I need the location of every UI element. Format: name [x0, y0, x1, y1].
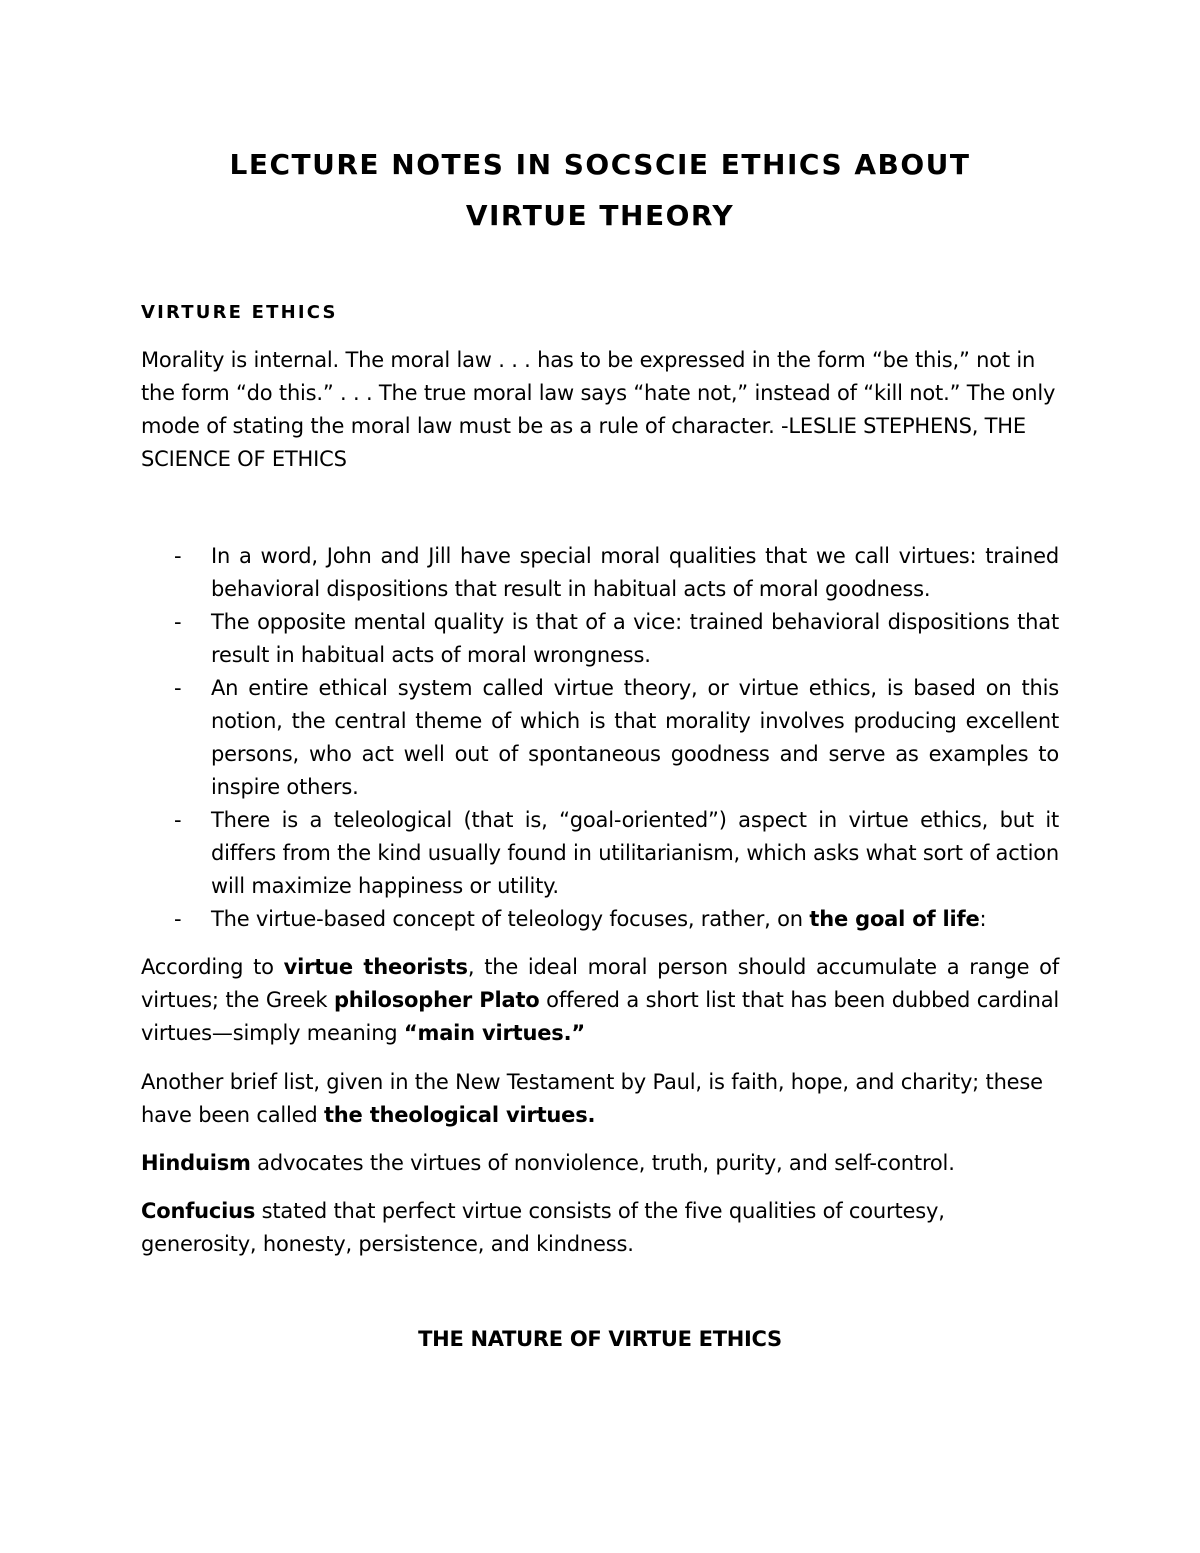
quote-paragraph: Morality is internal. The moral law . . . has to be expressed in the form “be this,” not in the form “do this.” . . . The true moral law says “hate not,” instead of “kill not.” The only mode of stating the moral law must be as a rule of character. -LESLIE STEPHENS, THE SCIENCE OF ETHICS: [141, 348, 1056, 471]
bullet-item: [141, 804, 1059, 903]
bold-term: Hinduism: [141, 1151, 251, 1175]
bullet-text: An entire ethical system called virtue theory, or virtue ethics, is based on this notion, the central theme of which is that morality involves producing excellent persons, who act well out of spontaneous goodness and serve as examples to inspire others.: [211, 676, 1059, 799]
document-title-line-1: LECTURE NOTES IN SOCSCIE ETHICS ABOUT: [229, 148, 971, 181]
bold-term: virtue theorists: [283, 955, 468, 979]
bullet-dash: -: [174, 676, 182, 700]
text-run: advocates the virtues of nonviolence, truth, purity, and self-control.: [250, 1151, 955, 1175]
document-title-line-2: VIRTUE THEORY: [465, 199, 735, 232]
bold-term: “main virtues.”: [403, 1021, 585, 1045]
text-run: , the ideal moral person should accumulate a range of virtues; the Greek: [141, 955, 1060, 1012]
paragraph-confucius: [141, 1195, 1059, 1261]
bold-term: the theological virtues.: [323, 1103, 596, 1127]
bullet-text: There is a teleological (that is, “goal-oriented”) aspect in virtue ethics, but it differs from the kind usually found in utilitarianism, which asks what sort of action will maximize happiness or utility.: [211, 808, 1059, 898]
subheading-nature-of-virtue-ethics: THE NATURE OF VIRTUE ETHICS: [418, 1327, 782, 1351]
paragraph-virtue-theorists: [141, 951, 1059, 1050]
bullet-text-end: :: [979, 907, 987, 931]
text-run: Another brief list, given in the New Testament by Paul, is faith, hope, and charity; these have been called: [141, 1070, 1043, 1127]
bullet-item: [141, 540, 1059, 606]
bold-term: philosopher Plato: [333, 988, 540, 1012]
bullet-text: The opposite mental quality is that of a vice: trained behavioral dispositions that result in habitual acts of moral wrongness.: [211, 610, 1059, 667]
bullet-item: [141, 672, 1059, 804]
bullet-dash: -: [174, 808, 182, 832]
bullet-text: The virtue-based concept of teleology focuses, rather, on: [211, 907, 810, 931]
bullet-item: [141, 606, 1059, 672]
bullet-text: In a word, John and Jill have special moral qualities that we call virtues: trained behavioral dispositions that result in habitual acts of moral goodness.: [211, 544, 1059, 601]
section-heading: VIRTURE ETHICS: [141, 302, 338, 323]
text-run: According to: [141, 955, 284, 979]
paragraph-theological-virtues: [141, 1066, 1059, 1132]
bullet-list: [141, 540, 1059, 936]
bullet-dash: -: [174, 907, 182, 931]
text-run: stated that perfect virtue consists of the five qualities of courtesy, generosity, honesty, persistence, and kindness.: [141, 1199, 945, 1256]
bold-term: Confucius: [141, 1199, 256, 1223]
text-run: offered a short list that has been dubbed cardinal virtues—simply meaning: [141, 988, 1059, 1045]
bullet-bold-term: the goal of life: [809, 907, 980, 931]
bullet-dash: -: [174, 544, 182, 568]
bullet-item: [141, 903, 1059, 936]
paragraph-hinduism: [141, 1147, 1059, 1180]
bullet-dash: -: [174, 610, 182, 634]
